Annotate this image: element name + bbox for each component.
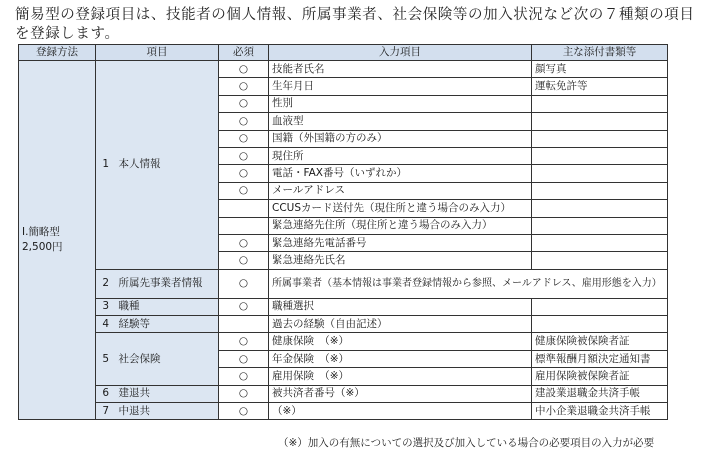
input-item: 緊急連絡先住所（現住所と違う場合のみ入力） <box>269 217 532 234</box>
header-docs: 主な添付書類等 <box>532 45 668 61</box>
header-input: 入力項目 <box>269 45 532 61</box>
input-item: （※） <box>269 403 532 420</box>
header-method: 登録方法 <box>19 45 96 61</box>
input-item: 所属事業者（基本情報は事業者登録情報から参照、メールアドレス、雇用形態を入力） <box>269 269 668 298</box>
input-item: 年金保険 （※） <box>269 350 532 367</box>
table-row <box>19 385 668 402</box>
document-item: 健康保険被保険者証 <box>532 333 668 350</box>
footnote: （※）加入の有無についての選択及び加入している場合の必要項目の入力が必要 <box>278 437 655 449</box>
document-item <box>532 182 668 199</box>
input-item: 性別 <box>269 95 532 112</box>
required-mark: ○ <box>219 95 269 112</box>
input-item: 国籍（外国籍の方のみ） <box>269 130 532 147</box>
input-item: 緊急連絡先電話番号 <box>269 234 532 251</box>
required-mark: ○ <box>219 61 269 78</box>
document-item <box>532 234 668 251</box>
document-item: 建設業退職金共済手帳 <box>532 385 668 402</box>
group-label: 所属先事業者情報 <box>116 269 219 298</box>
group-number: 2 <box>96 269 116 298</box>
required-mark: ○ <box>219 333 269 350</box>
table-row <box>19 403 668 420</box>
document-item <box>532 95 668 112</box>
group-number: 3 <box>96 298 116 315</box>
document-item: 運転免許等 <box>532 78 668 95</box>
header-required: 必須 <box>219 45 269 61</box>
document-item: 顔写真 <box>532 61 668 78</box>
document-item <box>532 252 668 269</box>
group-label: 職種 <box>116 298 219 315</box>
group-number: 1 <box>96 61 116 270</box>
required-mark: ○ <box>219 130 269 147</box>
required-mark: ○ <box>219 113 269 130</box>
required-mark: ○ <box>219 385 269 402</box>
input-item: 雇用保険 （※） <box>269 368 532 385</box>
document-item <box>532 113 668 130</box>
input-item: 電話・FAX番号（いずれか） <box>269 165 532 182</box>
document-item <box>532 165 668 182</box>
input-item: 生年月日 <box>269 78 532 95</box>
required-empty <box>219 217 269 234</box>
input-item: 技能者氏名 <box>269 61 532 78</box>
input-item: 血液型 <box>269 113 532 130</box>
document-item: 雇用保険被保険者証 <box>532 368 668 385</box>
required-mark: ○ <box>219 78 269 95</box>
group-label: 中退共 <box>116 403 219 420</box>
group-label: 建退共 <box>116 385 219 402</box>
group-label: 経験等 <box>116 316 219 333</box>
group-number: 6 <box>96 385 116 402</box>
required-mark: ○ <box>219 252 269 269</box>
table-row <box>19 333 668 350</box>
document-item <box>532 200 668 217</box>
document-item <box>532 147 668 164</box>
required-mark: ○ <box>219 269 269 298</box>
method-cell <box>19 61 96 420</box>
input-item: 緊急連絡先氏名 <box>269 252 532 269</box>
table-row <box>19 269 668 298</box>
group-label: 社会保険 <box>116 333 219 385</box>
input-item: 健康保険 （※） <box>269 333 532 350</box>
document-item <box>532 217 668 234</box>
required-mark: ○ <box>219 182 269 199</box>
table-row <box>19 61 668 78</box>
method-label: Ⅰ.簡略型 <box>22 226 60 239</box>
input-item: CCUSカード送付先（現住所と違う場合のみ入力） <box>269 200 532 217</box>
table-row <box>19 316 668 333</box>
document-item: 標準報酬月額決定通知書 <box>532 350 668 367</box>
required-mark: ○ <box>219 147 269 164</box>
document-item <box>532 298 668 315</box>
table-row <box>19 298 668 315</box>
input-item: 現住所 <box>269 147 532 164</box>
document-item <box>532 130 668 147</box>
required-mark: ○ <box>219 234 269 251</box>
required-mark: ○ <box>219 298 269 315</box>
required-empty <box>219 316 269 333</box>
input-item: メールアドレス <box>269 182 532 199</box>
required-mark: ○ <box>219 350 269 367</box>
required-empty <box>219 200 269 217</box>
input-item: 職種選択 <box>269 298 532 315</box>
input-item: 被共済者番号（※） <box>269 385 532 402</box>
group-number: 7 <box>96 403 116 420</box>
required-mark: ○ <box>219 403 269 420</box>
required-mark: ○ <box>219 368 269 385</box>
registration-items-table <box>18 44 668 420</box>
header-row <box>19 45 668 61</box>
method-price: 2,500円 <box>22 241 63 254</box>
group-number: 5 <box>96 333 116 385</box>
header-item: 項目 <box>96 45 219 61</box>
required-mark: ○ <box>219 165 269 182</box>
input-item: 過去の経験（自由記述） <box>269 316 532 333</box>
document-item: 中小企業退職金共済手帳 <box>532 403 668 420</box>
document-item <box>532 316 668 333</box>
intro-text: 簡易型の登録項目は、技能者の個人情報、所属事業者、社会保険等の加入状況など次の７種類の項目を登録します。 <box>15 7 695 42</box>
group-label: 本人情報 <box>116 61 219 270</box>
group-number: 4 <box>96 316 116 333</box>
